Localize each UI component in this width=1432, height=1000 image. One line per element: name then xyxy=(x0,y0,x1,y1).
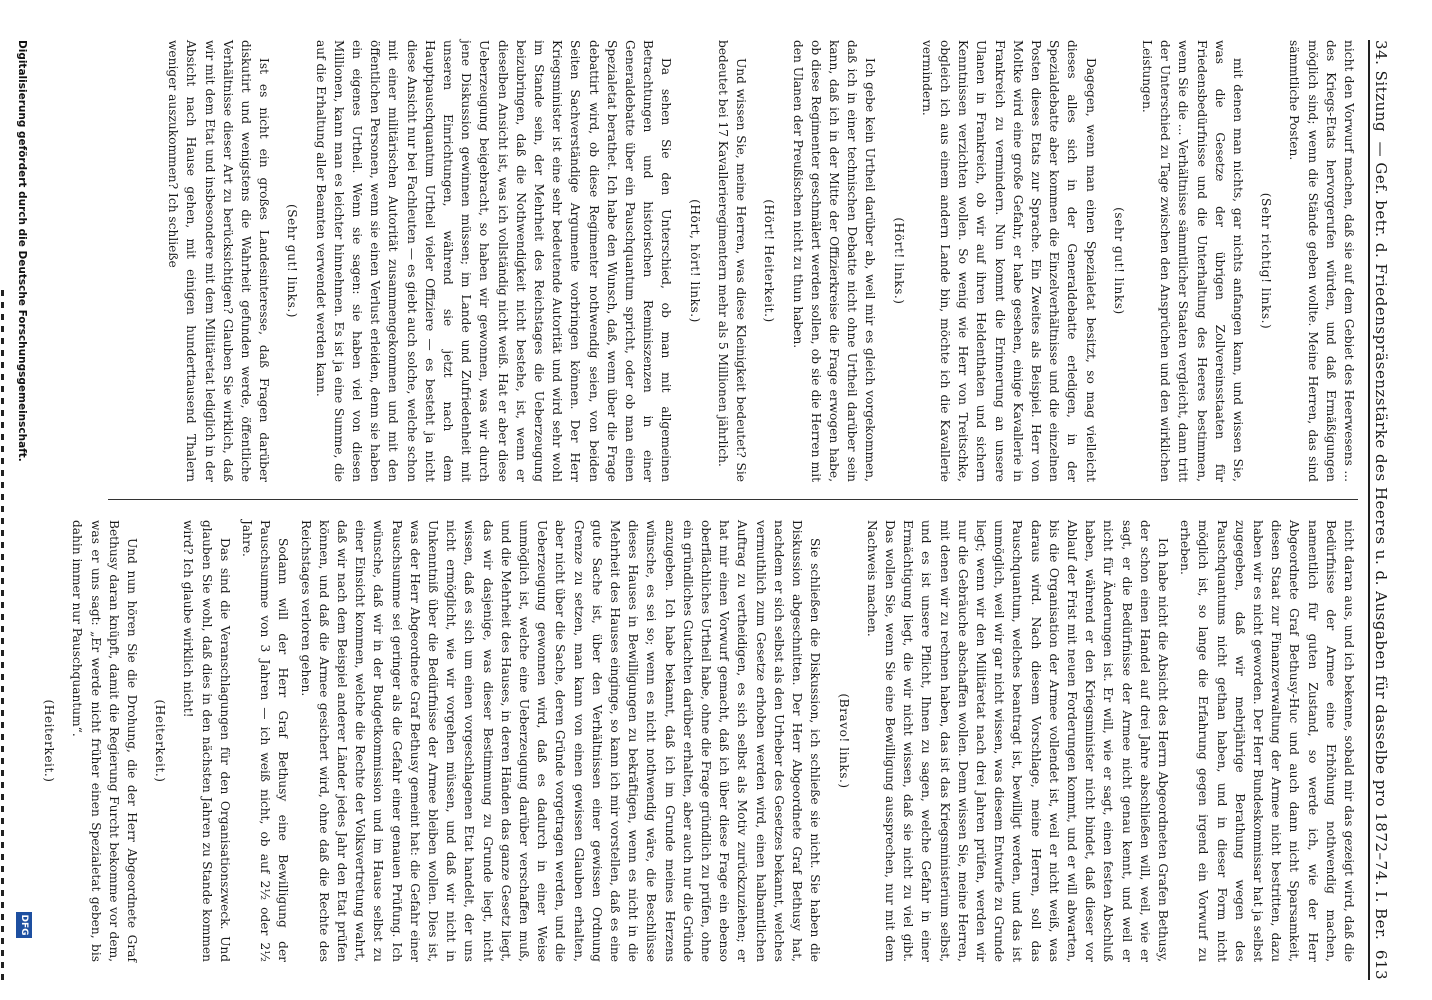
paragraph: Ist es nicht ein großes Landesinteresse, daß Fragen darüber diskutirt und wenigstens die Wahrheit gefunden werde, öffentliche Verhältnisse dieser Art zu berücksichtigen? Glauben Sie wirklich, daß wir mit dem Etat und insbesondere mit dem Militäretat lediglich in der Absicht nach Hause gehen, mit einigen hunderttausend Thalern weniger auszukommen? Ich schließe xyxy=(166,40,272,482)
page-number: 613 xyxy=(1372,949,1390,980)
paragraph: Das sind die Veranschlagungen für den Organisationszweck. Und glauben Sie wohl, daß dies in den nächsten Jahren zu Stande kommen wird? Ich glaube wirklich nicht! xyxy=(181,520,232,962)
paragraph: nicht den Vorwurf machen, daß sie auf dem Gebiet des Heerwesens ... des Kriegs-Etats hervorgerufen würden, und daß Ermäßigungen möglich sind; wenn die Stände geben wollte. Meine Herren, das sind sämmtliche Posten. xyxy=(1287,40,1356,482)
paragraph: mit denen man nichts, gar nichts anfangen kann, und wissen Sie, was die Gesetze der übrigen Zollvereinsstaaten für Friedensbedürfnisse und die Unterhaltung des Heeres bestimmen, wenn Sie die ... Verhältnisse sämmtlicher Staaten vergleicht, dann tritt der Unterschied zu Tage zwischen den Ansprüchen und den wirklichen Leistungen. xyxy=(1139,40,1245,482)
interjection-remark: (Hört! Heiterkeit.) xyxy=(762,199,777,323)
interjection-remark: (Sehr gut! links.) xyxy=(285,203,300,319)
interjection-remark: (Hört, hört! links.) xyxy=(687,199,702,323)
paragraph: Dagegen, wenn man einen Spezialetat besitzt, so mag vielleicht dieses alles sich in der Generaldebatte erledigen, in der Spezialdebatte aber kommen die Einzelverhältnisse und die einzelnen Posten dieses Etats zur Sprache. Ein Zweites als Beispiel. Herr von Moltke wird eine große Gefahr, er habe gesehen, einige Kavallerie in Frankreich zu vermindern. Nun kommt die Erinnerung an unsere Ulanen in Frankreich, ob wir auf ihren Heldenthaten und sichern Kenntnissen verzichten wollen. So wenig wie Herr von Treitschke, obgleich ich aus einem andern Lande bin, möchte ich die Kavallerie vermindern. xyxy=(919,40,1098,482)
interjection-remark: (Bravo! links.) xyxy=(836,693,851,789)
paragraph: Ich habe nicht die Absicht des Herrn Abgeordneten Grafen Bethusy, der schon einen Handel auf drei Jahre abschließen will, weil, wie er sagt, er die Bedürfnisse der Armee nicht genau kennt, und weil er nicht für Änderungen ist. Er will, wie er sagt, einen festen Abschluß haben, während er den Kriegsminister nicht bindet, daß dieser vor Ablauf der Frist mit neuen Forderungen kommt, und er will abwarten, bis die Organisation der Armee vollendet ist, weil er nicht weiß, was daraus wird. Nach diesem Vorschlage, meine Herren, soll das Pauschquantum, welches beantragt ist, bewilligt werden, und das ist unmöglich, weil wir gar nicht wissen, was diesem Entwurfe zu Grunde liegt; wenn wir den Militäretat nach drei Jahren prüfen, werden wir nur die Gebräuche abschaffen wollen. Denn wissen Sie, meine Herren, mit denen wir zu rechnen haben, das ist das Kriegsministerium selbst, und es ist unsere Pflicht, Ihnen zu sagen, welche Gefahr in einer Ermächtigung liegt, die wir nicht wissen, daß sie nicht zu viel gibt. Das wollen Sie, wenn Sie eine Bewilligung aussprechen, nur mit dem Nachweis machen. xyxy=(864,520,1170,962)
interjection-remark: (Heiterkeit.) xyxy=(42,699,57,783)
interjection-remark: (Hört! links.) xyxy=(891,217,906,305)
paragraph: nicht daran aus, und ich bekenne, sobald mir das gezeigt wird, daß die Bedürfnisse der Armee eine Erhöhung nothwendig machen, namentlich für guten Zustand, so werde ich, wie der Herr Abgeordnete Graf Bethusy-Huc und auch dann nicht Sparsamkeit, diesen Staat zur Finanzverwaltung der Armee nicht bestritten, dazu haben wir es nicht geworden. Der Herr Bundeskommissar hat ja selbst zugegeben, daß wir mehrjährige Berathung wegen des Pauschquantums nicht gethan haben, und in dieser Form nicht möglich ist, so lange die Erfahrung gegen irgend ein Vorwurf zu erheben. xyxy=(1178,520,1356,962)
paragraph: Und nun hören Sie die Drohung, die der Herr Abgeordnete Graf Bethusy daran knüpft, damit die Regierung Furcht bekomme vor dem, was er uns sagt: „Er werde nicht früher einen Spezialetat geben, bis dahin immer nur Pauschquantum“. xyxy=(70,520,139,962)
left-text-column xyxy=(108,40,1358,482)
page-header xyxy=(1368,40,1392,980)
paragraph: Sodann will der Herr Graf Bethusy eine Bewilligung der Pauschsumme von 3 Jahren — ich weiß nicht, ob auf 2½ oder 2½ Jahre. xyxy=(240,520,291,962)
right-text-column xyxy=(42,520,1358,962)
dfg-logo: DFG xyxy=(16,912,32,938)
interjection-remark: (Sehr richtig! links.) xyxy=(1259,192,1274,330)
column-divider xyxy=(108,499,1358,500)
digitization-credit: Digitalisierung gefördert durch die Deutsche Forschungsgemeinschaft. xyxy=(16,40,28,462)
paragraph: Sie schließen die Diskussion, ich schließe sie nicht. Sie haben die Diskussion abgeschnitten. Der Herr Abgeordnete Graf Bethusy hat, nachdem er sich selbst als den Urheber des Gesetzes bekannt, welches vermuthlich zum Gesetze erhoben werden wird, einen halbamtlichen Auftrag zu vertheidigen, es sich selbst als Motiv zurückzuziehen; er hat mir einen Vorwurf gemacht, daß ich über diese Frage ein ebenso oberflächliches Urtheil habe, ohne die Frage gründlich zu prüfen, ohne ein gründliches Gutachten darüber erhalten, aber auch nur die Gründe anzugeben. Ich habe bekannt, daß ich im Grunde meines Herzens wünsche, es sei so; wenn es nicht nothwendig wäre, die Beschlüsse dieses Hauses in Bewilligungen zu bekräftigen, wenn es nicht in die Mehrheit des Hauses einginge, so kann ich mir vorstellen, daß es eine gute Sache ist, über den Verhältnissen einer gewissen Ordnung Grenze zu setzen, man kann von einen gewissen Glauben erhalten, aber nicht über die Sache, deren Gründe vorgetragen werden, und die Ueberzeugung gewonnen wird, daß es dadurch in einer Weise unmöglich ist, welche eine Ueberzeugung darüber verschaffen muß, und die Mehrheit des Hauses, in deren Händen das ganze Gesetz liegt, das wir dasjenige, was dieser Bestimmung zu Grunde liegt, nicht wissen, daß es sich um einen vorgeschlagenen Etat handelt, der uns nicht ermöglicht, wie wir vorgehen müssen, und daß wir nicht in Unkenntniß über die Bedürfnisse der Armee bleiben wollen. Dies ist, was der Herr Abgeordnete Graf Bethusy gemeint hat: die Gefahr einer Pauschsumme sei geringer als die Gefahr einer genauen Prüfung. Ich wünsche, daß wir in der Budgetkommission und im Hause selbst zu einer Einsicht kommen, welche die Rechte der Volksvertretung wahrt, daß wir nach dem Beispiel anderer Länder jedes Jahr den Etat prüfen können, und daß die Armee gesichert wird, ohne daß die Rechte des Reichstages verloren gehen. xyxy=(298,520,823,962)
interjection-remark: (Heiterkeit.) xyxy=(153,699,168,783)
paragraph: Ich gebe kein Urtheil darüber ab, weil mir es gleich vorgekommen, daß ich in einer technischen Debatte nicht ohne Urtheil darüber sein kann, daß ich in der Mitte der Offizierkreise die Frage erwogen habe, ob diese Regimenter geschmälert werden sollen, ob sie die Herren mit den Ulanen der Preußischen nicht zu thun haben. xyxy=(790,40,878,482)
paragraph: Da sehen Sie den Unterschied, ob man mit allgemeinen Betrachtungen und historischen Reminiszenzen in einer Generaldebatte über ein Pauschquantum spricht, oder ob man einen Spezialetat berathet. Ich habe den Wunsch, daß, wenn über die Frage debattirt wird, ob diese Regimenter nothwendig seien, von beiden Seiten Sachverständige Argumente vorbringen können. Der Herr Kriegsminister ist eine sehr bedeutende Autorität und wird sehr wohl im Stande sein, der Mehrheit des Reichstages die Ueberzeugung beizubringen, daß die Nothwendigkeit nicht bestehe, ist, wenn er dieselben Ansicht ist, was ich vollständig nicht weiß. Hat er aber diese Ueberzeugung beigebracht, so haben wir gewonnen, was wir durch jene Diskussion gewinnen müssen; im Lande und Zufriedenheit mit unseren Einrichtungen, während sie jetzt nach dem Hauptpauschquantum Urtheil vieler Offiziere — es besteht ja nicht diese Ansicht nur bei Fachleuten — es giebt auch solche, welche schon mit einer militärischen Autorität zusammengekommen und mit den öffentlichen Personen, wenn sie einen Verlust erleiden, denn sie haben ein eigenes Urtheil. Wenn sie sagen: sie haben viel von diesen Millionen, kann man es leichter hinnehmen. Es ist ja eine Summe, die auf die Erhaltung aller Beamten verwendet werden kann. xyxy=(313,40,674,482)
session-number: 34. Sitzung xyxy=(1372,40,1390,133)
scan-scale-bar xyxy=(1,290,4,980)
paragraph: Und wissen Sie, meine Herren, was diese Kleinigkeit bedeutet? Sie bedeutet bei 17 Kavallerieregimentern mehr als 5 Millionen jährlich. xyxy=(715,40,749,482)
interjection-remark: (sehr gut! links) xyxy=(1111,207,1126,315)
running-title: — Gef. betr. d. Friedenspräsenzstärke des Heeres u. d. Ausgaben für dasselbe pro 1872–74. I. Ber. xyxy=(1372,141,1390,941)
